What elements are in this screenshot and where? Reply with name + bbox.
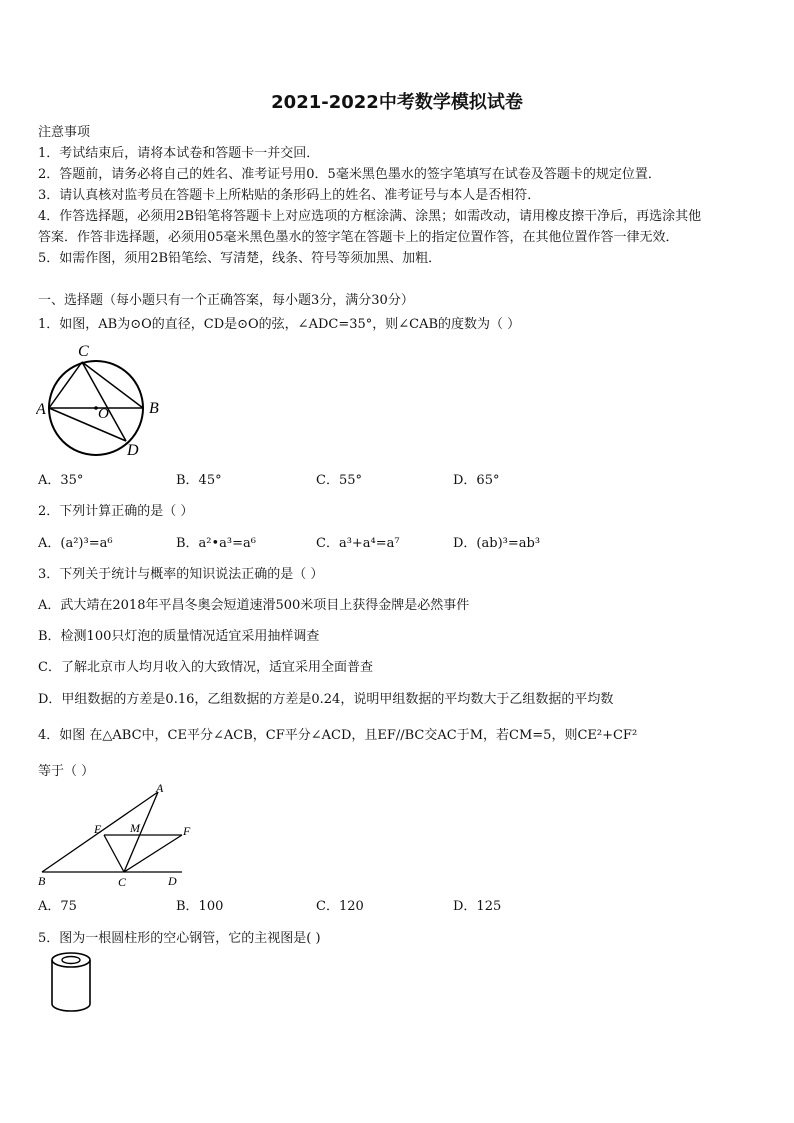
notice-item: 答案．作答非选择题，必须用05毫米黑色墨水的签字笔在答题卡上的指定位置作答，在其他位置作答一律无效． (38, 230, 679, 245)
section-heading: 一、选择题（每小题只有一个正确答案，每小题3分，满分30分） (38, 293, 414, 308)
option-a: A．武大靖在2018年平昌冬奥会短道速滑500米项目上获得金牌是必然事件 (38, 598, 470, 613)
label-b: B (149, 400, 159, 417)
question-1-stem: 1．如图，AB为⊙O的直径，CD是⊙O的弦，∠ADC=35°，则∠CAB的度数为（ ） (38, 317, 521, 332)
question-2-stem: 2．下列计算正确的是（ ） (38, 504, 194, 519)
label-a: A (36, 401, 46, 418)
notice-item: 5．如需作图，须用2B铅笔绘、写清楚，线条、符号等须加黑、加粗． (38, 251, 442, 266)
question-3-stem: 3．下列关于统计与概率的知识说法正确的是（ ） (38, 567, 324, 582)
notice-item: 4．作答选择题，必须用2B铅笔将答题卡上对应选项的方框涂满、涂黑；如需改动，请用橡皮擦干净后，再选涂其他 (38, 209, 702, 224)
label-d: D (168, 874, 177, 888)
notice-item: 3．请认真核对监考员在答题卡上所粘贴的条形码上的姓名、准考证号与本人是否相符． (38, 188, 541, 203)
question-4-stem: 4．如图 在△ABC中，CE平分∠ACB，CF平分∠ACD，且EF//BC交AC于M，若CM=5，则CE²+CF² (38, 728, 638, 743)
option-c: C．55° (316, 473, 362, 488)
option-b: B．a²•a³=a⁶ (176, 536, 256, 551)
label-a: A (156, 781, 164, 795)
option-a: A．35° (38, 473, 84, 488)
label-m: M (130, 821, 140, 835)
label-f: F (183, 824, 191, 838)
option-c: C．了解北京市人均月收入的大致情况，适宜采用全面普查 (38, 660, 373, 675)
option-d: D．(ab)³=ab³ (453, 536, 541, 551)
triangle-figure (36, 780, 196, 890)
option-b: B．100 (176, 899, 224, 914)
label-b: B (38, 874, 46, 888)
question-4-stem-continued: 等于（ ） (38, 764, 95, 779)
option-d: D．125 (453, 899, 502, 914)
notice-item: 2．答题前，请务必将自己的姓名、准考证号用0．5毫米黑色墨水的签字笔填写在试卷及答题卡的规定位置． (38, 167, 661, 182)
option-c: C．a³+a⁴=a⁷ (316, 536, 400, 551)
option-a: A．75 (38, 899, 77, 914)
label-c: C (118, 875, 127, 889)
notice-item: 1．考试结束后，请将本试卷和答题卡一并交回． (38, 146, 320, 161)
question-5-stem: 5．图为一根圆柱形的空心钢管，它的主视图是( ) (38, 931, 321, 946)
notice-heading: 注意事项 (38, 125, 91, 140)
circle-figure (36, 340, 176, 460)
option-d: D．甲组数据的方差是0.16，乙组数据的方差是0.24，说明甲组数据的平均数大于乙组数据的平均数 (38, 692, 614, 707)
label-e: E (94, 822, 102, 836)
option-d: D．65° (453, 473, 500, 488)
option-c: C．120 (316, 899, 364, 914)
option-a: A．(a²)³=a⁶ (38, 536, 113, 551)
option-b: B．检测100只灯泡的质量情况适宜采用抽样调查 (38, 629, 320, 644)
label-o: O (98, 406, 109, 422)
page-title: 2021-2022中考数学模拟试卷 (271, 92, 523, 113)
label-d: D (127, 442, 139, 459)
option-b: B．45° (176, 473, 222, 488)
label-c: C (78, 343, 89, 360)
hollow-pipe-figure (48, 950, 94, 1014)
